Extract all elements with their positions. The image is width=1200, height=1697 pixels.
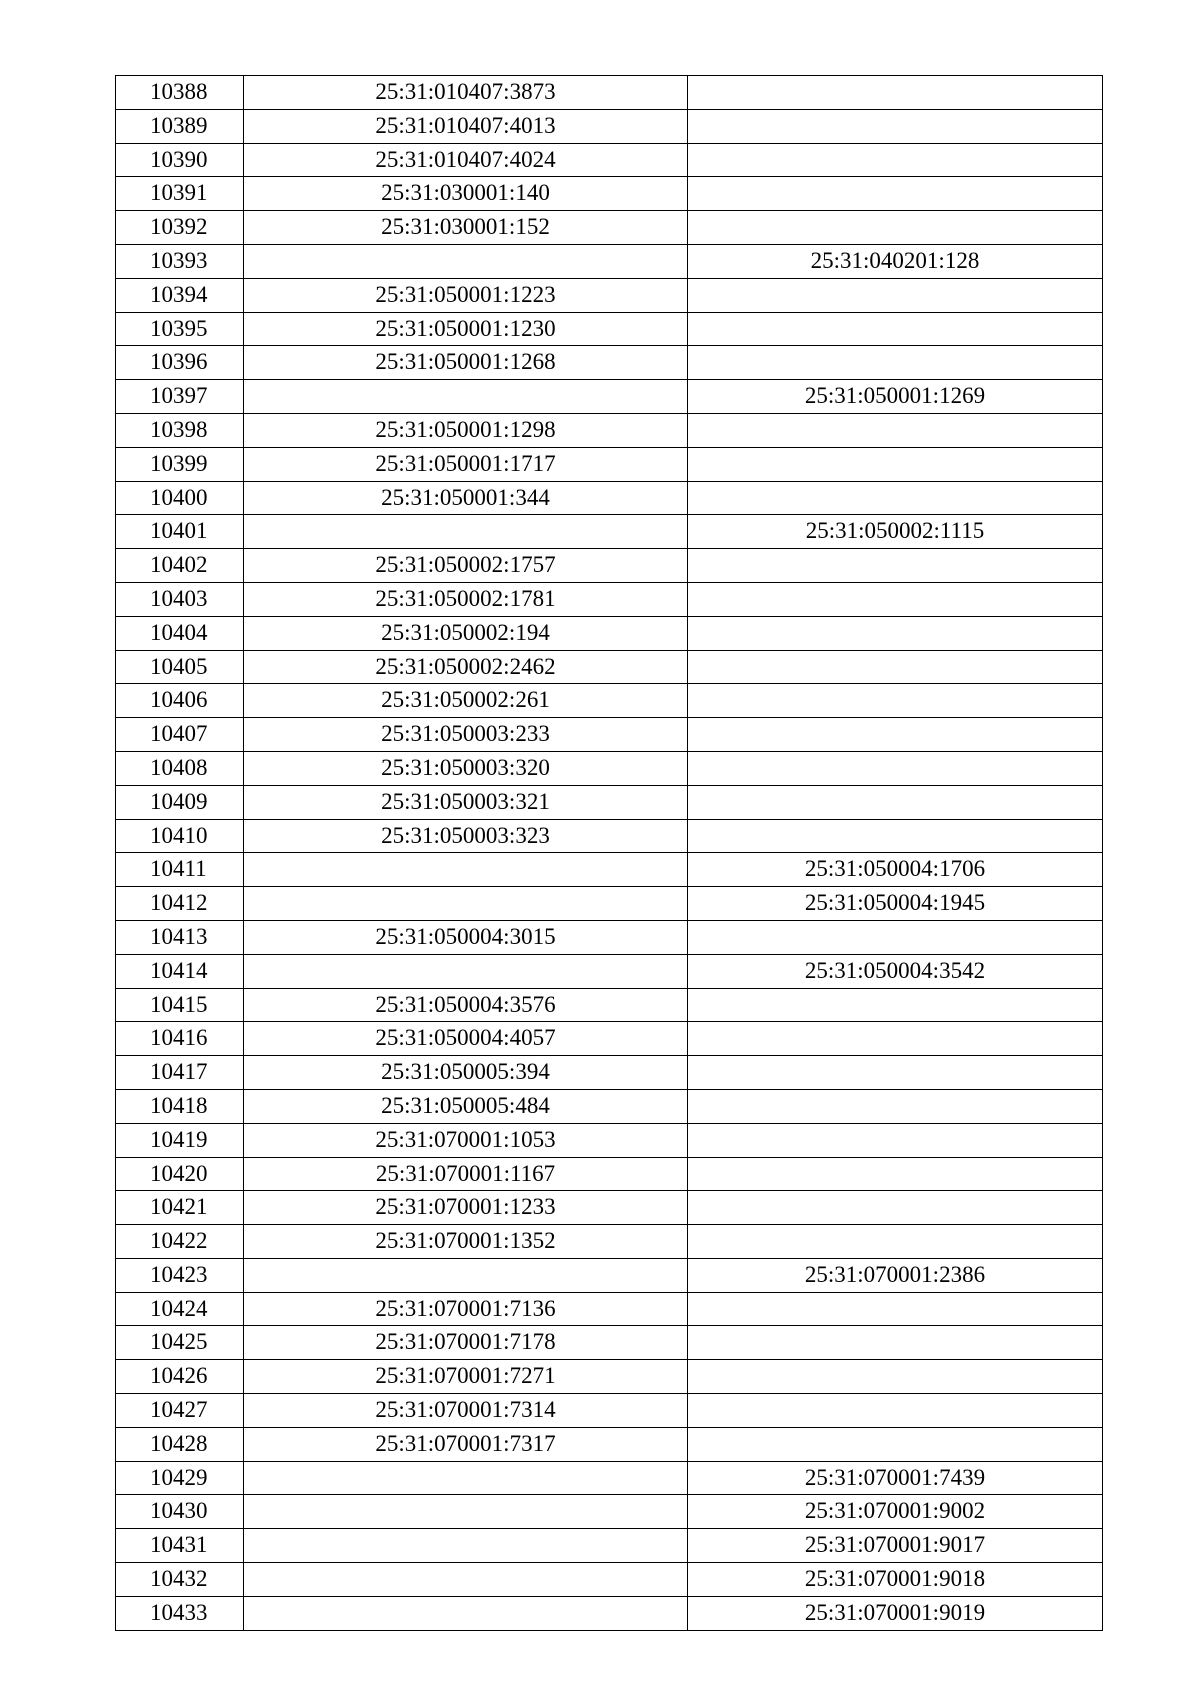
row-number-cell: 10420 (116, 1157, 244, 1191)
row-number-cell: 10426 (116, 1360, 244, 1394)
row-number-cell: 10415 (116, 988, 244, 1022)
cadastral-number-cell: 25:31:070001:7317 (244, 1427, 688, 1461)
cadastral-number-alt-cell (688, 751, 1103, 785)
cadastral-number-cell: 25:31:050001:1268 (244, 346, 688, 380)
row-number-cell: 10394 (116, 278, 244, 312)
cadastral-number-cell (244, 515, 688, 549)
cadastral-number-alt-cell (688, 1123, 1103, 1157)
table-row (116, 1326, 1103, 1360)
table-row (116, 1394, 1103, 1428)
table-row (116, 785, 1103, 819)
table-row (116, 751, 1103, 785)
row-number-cell: 10425 (116, 1326, 244, 1360)
cadastral-number-alt-cell: 25:31:070001:9019 (688, 1596, 1103, 1630)
cadastral-number-cell (244, 1563, 688, 1597)
cadastral-number-cell: 25:31:050001:344 (244, 481, 688, 515)
cadastral-number-alt-cell: 25:31:070001:9018 (688, 1563, 1103, 1597)
table-row (116, 1292, 1103, 1326)
cadastral-number-cell: 25:31:070001:7178 (244, 1326, 688, 1360)
table-row (116, 1225, 1103, 1259)
cadastral-number-cell: 25:31:050003:233 (244, 718, 688, 752)
cadastral-number-cell: 25:31:010407:4024 (244, 143, 688, 177)
cadastral-number-cell: 25:31:070001:1053 (244, 1123, 688, 1157)
cadastral-number-alt-cell: 25:31:070001:2386 (688, 1258, 1103, 1292)
cadastral-number-cell: 25:31:050001:1298 (244, 413, 688, 447)
cadastral-number-cell: 25:31:050002:194 (244, 616, 688, 650)
cadastral-number-cell (244, 1258, 688, 1292)
table-body (116, 76, 1103, 1631)
cadastral-number-cell: 25:31:070001:1167 (244, 1157, 688, 1191)
cadastral-number-cell: 25:31:070001:7271 (244, 1360, 688, 1394)
cadastral-number-cell: 25:31:050002:1781 (244, 582, 688, 616)
table-row (116, 481, 1103, 515)
cadastral-number-alt-cell (688, 177, 1103, 211)
table-row (116, 1495, 1103, 1529)
row-number-cell: 10433 (116, 1596, 244, 1630)
table-row (116, 211, 1103, 245)
row-number-cell: 10429 (116, 1461, 244, 1495)
row-number-cell: 10395 (116, 312, 244, 346)
cadastral-number-cell (244, 853, 688, 887)
table-row (116, 1191, 1103, 1225)
cadastral-number-cell: 25:31:050004:4057 (244, 1022, 688, 1056)
table-row (116, 413, 1103, 447)
table-row (116, 1360, 1103, 1394)
table-row (116, 954, 1103, 988)
table-row (116, 244, 1103, 278)
table-row (116, 887, 1103, 921)
table-row (116, 1157, 1103, 1191)
cadastral-number-cell: 25:31:050003:320 (244, 751, 688, 785)
row-number-cell: 10398 (116, 413, 244, 447)
row-number-cell: 10417 (116, 1056, 244, 1090)
table-row (116, 76, 1103, 110)
cadastral-number-cell: 25:31:030001:152 (244, 211, 688, 245)
row-number-cell: 10403 (116, 582, 244, 616)
cadastral-number-cell (244, 887, 688, 921)
row-number-cell: 10424 (116, 1292, 244, 1326)
table-row (116, 988, 1103, 1022)
cadastral-number-alt-cell: 25:31:050002:1115 (688, 515, 1103, 549)
table-row (116, 650, 1103, 684)
row-number-cell: 10390 (116, 143, 244, 177)
cadastral-number-alt-cell (688, 1191, 1103, 1225)
table-row (116, 515, 1103, 549)
cadastral-number-alt-cell (688, 1056, 1103, 1090)
cadastral-number-alt-cell (688, 1022, 1103, 1056)
cadastral-number-cell: 25:31:070001:1352 (244, 1225, 688, 1259)
table-row (116, 1258, 1103, 1292)
row-number-cell: 10391 (116, 177, 244, 211)
row-number-cell: 10423 (116, 1258, 244, 1292)
row-number-cell: 10406 (116, 684, 244, 718)
row-number-cell: 10416 (116, 1022, 244, 1056)
row-number-cell: 10421 (116, 1191, 244, 1225)
cadastral-number-cell: 25:31:050002:2462 (244, 650, 688, 684)
table-row (116, 1022, 1103, 1056)
row-number-cell: 10405 (116, 650, 244, 684)
cadastral-number-cell (244, 954, 688, 988)
cadastral-number-alt-cell: 25:31:050004:3542 (688, 954, 1103, 988)
cadastral-number-alt-cell (688, 1427, 1103, 1461)
cadastral-number-alt-cell (688, 819, 1103, 853)
cadastral-number-alt-cell (688, 143, 1103, 177)
row-number-cell: 10388 (116, 76, 244, 110)
cadastral-number-cell: 25:31:050005:484 (244, 1089, 688, 1123)
table-row (116, 684, 1103, 718)
cadastral-number-cell: 25:31:050002:1757 (244, 549, 688, 583)
row-number-cell: 10399 (116, 447, 244, 481)
cadastral-number-cell (244, 244, 688, 278)
cadastral-number-alt-cell: 25:31:040201:128 (688, 244, 1103, 278)
row-number-cell: 10401 (116, 515, 244, 549)
row-number-cell: 10402 (116, 549, 244, 583)
cadastral-number-alt-cell (688, 1089, 1103, 1123)
table-row (116, 1123, 1103, 1157)
row-number-cell: 10430 (116, 1495, 244, 1529)
table-row (116, 1596, 1103, 1630)
cadastral-number-cell: 25:31:050002:261 (244, 684, 688, 718)
table-row (116, 549, 1103, 583)
table-row (116, 1427, 1103, 1461)
cadastral-number-alt-cell (688, 1292, 1103, 1326)
table-row (116, 346, 1103, 380)
cadastral-number-cell: 25:31:010407:3873 (244, 76, 688, 110)
table-row (116, 278, 1103, 312)
cadastral-number-alt-cell (688, 1157, 1103, 1191)
table-row (116, 1089, 1103, 1123)
cadastral-number-alt-cell (688, 76, 1103, 110)
cadastral-number-alt-cell (688, 413, 1103, 447)
cadastral-number-cell: 25:31:050001:1230 (244, 312, 688, 346)
row-number-cell: 10408 (116, 751, 244, 785)
row-number-cell: 10419 (116, 1123, 244, 1157)
cadastral-number-alt-cell (688, 616, 1103, 650)
cadastral-number-alt-cell (688, 718, 1103, 752)
cadastral-number-alt-cell (688, 312, 1103, 346)
row-number-cell: 10427 (116, 1394, 244, 1428)
table-row (116, 1563, 1103, 1597)
row-number-cell: 10409 (116, 785, 244, 819)
table-row (116, 718, 1103, 752)
document-page (115, 75, 1102, 1631)
row-number-cell: 10422 (116, 1225, 244, 1259)
row-number-cell: 10412 (116, 887, 244, 921)
table-row (116, 616, 1103, 650)
cadastral-number-cell: 25:31:030001:140 (244, 177, 688, 211)
cadastral-number-cell: 25:31:050005:394 (244, 1056, 688, 1090)
cadastral-number-alt-cell (688, 650, 1103, 684)
cadastral-number-alt-cell (688, 582, 1103, 616)
table-row (116, 143, 1103, 177)
cadastral-number-alt-cell (688, 278, 1103, 312)
row-number-cell: 10404 (116, 616, 244, 650)
row-number-cell: 10428 (116, 1427, 244, 1461)
cadastral-number-alt-cell: 25:31:050004:1945 (688, 887, 1103, 921)
row-number-cell: 10413 (116, 920, 244, 954)
row-number-cell: 10389 (116, 109, 244, 143)
cadastral-number-alt-cell: 25:31:050004:1706 (688, 853, 1103, 887)
cadastral-number-cell: 25:31:070001:1233 (244, 1191, 688, 1225)
cadastral-number-cell: 25:31:050003:321 (244, 785, 688, 819)
row-number-cell: 10431 (116, 1529, 244, 1563)
cadastral-number-cell: 25:31:070001:7136 (244, 1292, 688, 1326)
cadastral-number-cell (244, 1461, 688, 1495)
table-row (116, 1461, 1103, 1495)
cadastral-number-cell: 25:31:050004:3015 (244, 920, 688, 954)
table-row (116, 582, 1103, 616)
table-row (116, 312, 1103, 346)
table-row (116, 853, 1103, 887)
cadastral-number-alt-cell (688, 988, 1103, 1022)
cadastral-number-alt-cell: 25:31:050001:1269 (688, 380, 1103, 414)
row-number-cell: 10432 (116, 1563, 244, 1597)
cadastral-number-cell: 25:31:050001:1717 (244, 447, 688, 481)
cadastral-number-alt-cell (688, 1326, 1103, 1360)
table-row (116, 920, 1103, 954)
table-row (116, 1056, 1103, 1090)
cadastral-number-alt-cell (688, 785, 1103, 819)
cadastral-number-alt-cell (688, 346, 1103, 380)
cadastral-number-cell: 25:31:050001:1223 (244, 278, 688, 312)
row-number-cell: 10410 (116, 819, 244, 853)
cadastral-number-cell: 25:31:050003:323 (244, 819, 688, 853)
cadastral-number-alt-cell (688, 549, 1103, 583)
cadastral-number-cell: 25:31:070001:7314 (244, 1394, 688, 1428)
row-number-cell: 10411 (116, 853, 244, 887)
cadastral-number-alt-cell (688, 1225, 1103, 1259)
cadastral-number-cell (244, 1495, 688, 1529)
table-row (116, 177, 1103, 211)
cadastral-number-cell: 25:31:050004:3576 (244, 988, 688, 1022)
cadastral-numbers-table (115, 75, 1103, 1631)
cadastral-number-alt-cell (688, 211, 1103, 245)
cadastral-number-alt-cell (688, 1394, 1103, 1428)
row-number-cell: 10392 (116, 211, 244, 245)
row-number-cell: 10396 (116, 346, 244, 380)
table-row (116, 819, 1103, 853)
table-row (116, 380, 1103, 414)
cadastral-number-alt-cell: 25:31:070001:9017 (688, 1529, 1103, 1563)
cadastral-number-alt-cell: 25:31:070001:9002 (688, 1495, 1103, 1529)
table-row (116, 109, 1103, 143)
cadastral-number-alt-cell (688, 447, 1103, 481)
cadastral-number-alt-cell (688, 481, 1103, 515)
row-number-cell: 10418 (116, 1089, 244, 1123)
row-number-cell: 10393 (116, 244, 244, 278)
cadastral-number-alt-cell (688, 684, 1103, 718)
cadastral-number-alt-cell: 25:31:070001:7439 (688, 1461, 1103, 1495)
cadastral-number-cell (244, 380, 688, 414)
table-row (116, 1529, 1103, 1563)
row-number-cell: 10414 (116, 954, 244, 988)
row-number-cell: 10407 (116, 718, 244, 752)
cadastral-number-alt-cell (688, 109, 1103, 143)
row-number-cell: 10400 (116, 481, 244, 515)
row-number-cell: 10397 (116, 380, 244, 414)
cadastral-number-alt-cell (688, 1360, 1103, 1394)
cadastral-number-cell (244, 1596, 688, 1630)
cadastral-number-cell: 25:31:010407:4013 (244, 109, 688, 143)
cadastral-number-alt-cell (688, 920, 1103, 954)
cadastral-number-cell (244, 1529, 688, 1563)
table-row (116, 447, 1103, 481)
